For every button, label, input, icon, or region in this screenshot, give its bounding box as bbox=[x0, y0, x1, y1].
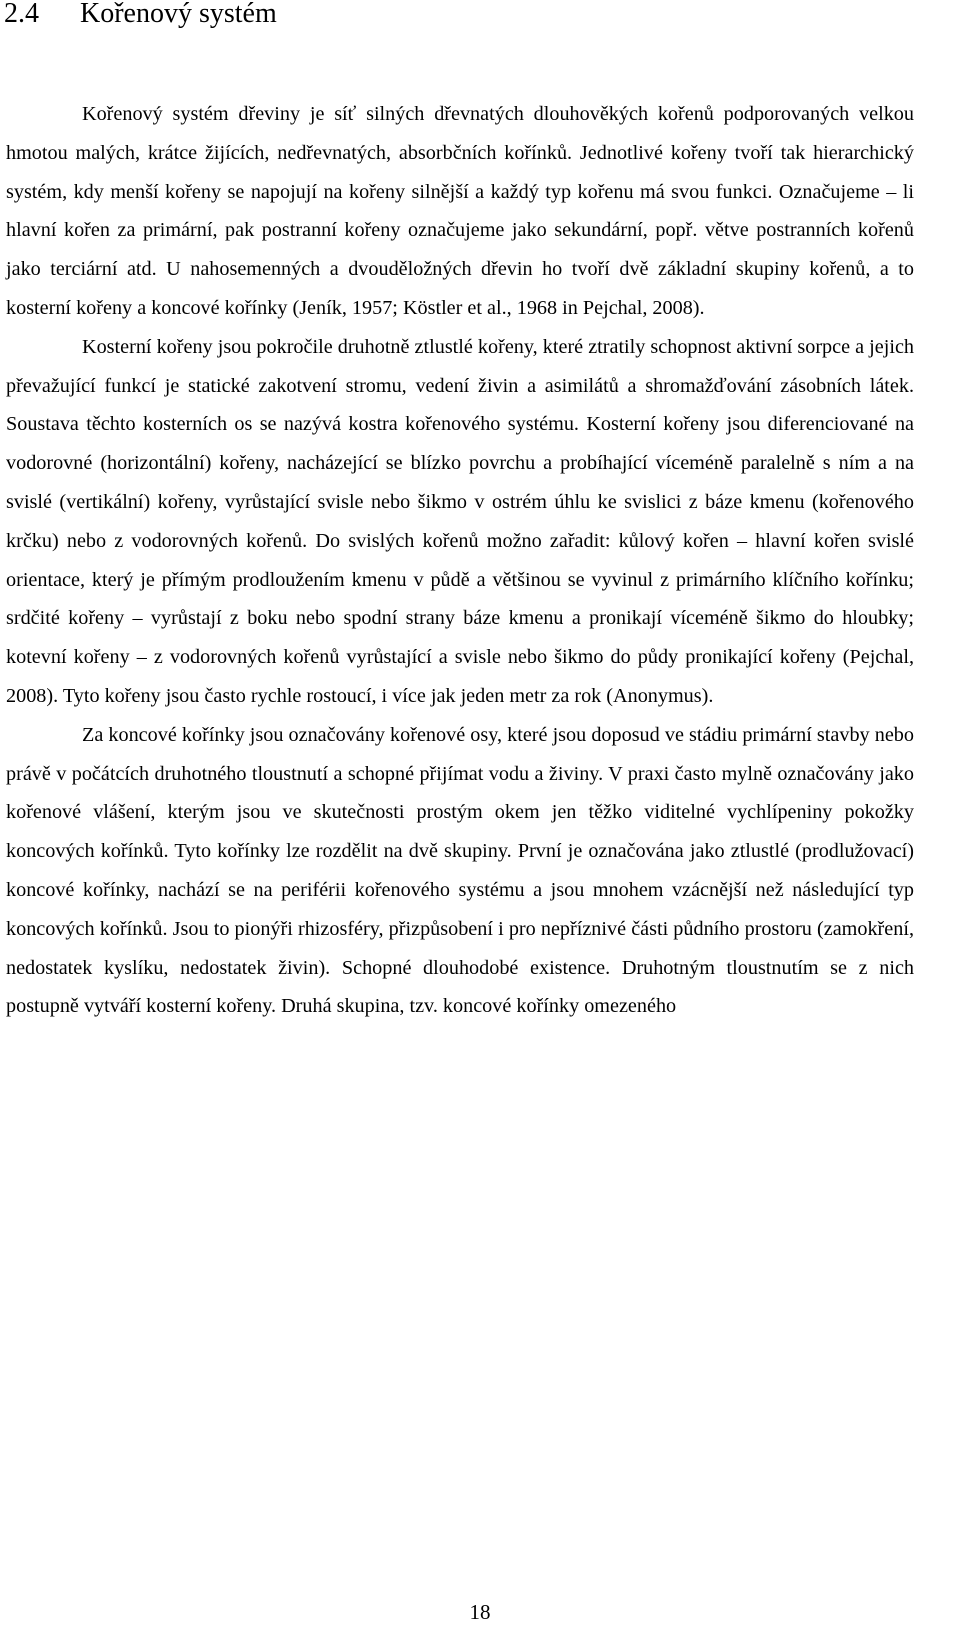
paragraph: Za koncové kořínky jsou označovány kořenové osy, které jsou doposud ve stádiu primární stavby nebo právě v počátcích druhotného tloustnutí a schopné přijímat vodu a živiny. V praxi často mylně označovány jako kořenové vlášení, kterým jsou ve skutečnosti prostým okem jen těžko viditelné vychlípeniny pokožky koncových kořínků. Tyto kořínky lze rozdělit na dvě skupiny. První je označována jako ztlustlé (prodlužovací) koncové kořínky, nachází se na periférii kořenového systému a jsou mnohem vzácnější než následující typ koncových kořínků. Jsou to pionýři rhizosféry, přizpůsobení i pro nepříznivé části půdního prostoru (zamokření, nedostatek kyslíku, nedostatek živin). Schopné dlouhodobé existence. Druhotným tloustnutím se z nich postupně vytváří kosterní kořeny. Druhá skupina, tzv. koncové kořínky omezeného bbox=[6, 723, 914, 1018]
body-text bbox=[6, 95, 914, 1026]
paragraph: Kosterní kořeny jsou pokročile druhotně ztlustlé kořeny, které ztratily schopnost aktivní sorpce a jejich převažující funkcí je statické zakotvení stromu, vedení živin a asimilátů a shromažďování zásobních látek. Soustava těchto kosterních os se nazývá kostra kořenového systému. Kosterní kořeny jsou diferenciované na vodorovné (horizontální) kořeny, nacházející se blízko povrchu a probíhající víceméně paralelně s ním a na svislé (vertikální) kořeny, vyrůstající svisle nebo šikmo v ostrém úhlu ke svislici z báze kmenu (kořenového krčku) nebo z vodorovných kořenů. Do svislých kořenů možno zařadit: kůlový kořen – hlavní kořen svislé orientace, který je přímým prodloužením kmenu v půdě a většinou se vyvinul z primárního klíčního kořínku; srdčité kořeny – vyrůstají z boku nebo spodní strany báze kmenu a pronikají víceméně šikmo do hloubky; kotevní kořeny – z vodorovných kořenů vyrůstající a svisle nebo šikmo do půdy pronikající kořeny (Pejchal, 2008). Tyto kořeny jsou často rychle rostoucí, i více jak jeden metr za rok (Anonymus). bbox=[6, 335, 914, 707]
paragraph: Kořenový systém dřeviny je síť silných dřevnatých dlouhověkých kořenů podporovaných velkou hmotou malých, krátce žijících, nedřevnatých, absorbčních kořínků. Jednotlivé kořeny tvoří tak hierarchický systém, kdy menší kořeny se napojují na kořeny silnější a každý typ kořenu má svou funkci. Označujeme – li hlavní kořen za primární, pak postranní kořeny označujeme jako sekundární, popř. větve postranních kořenů jako terciární atd. U nahosemenných a dvouděložných dřevin ho tvoří dvě základní skupiny kořenů, a to kosterní kořeny a koncové kořínky (Jeník, 1957; Köstler et al., 1968 in Pejchal, 2008). bbox=[6, 103, 914, 319]
section-title: Kořenový systém bbox=[80, 0, 277, 29]
section-number: 2.4 bbox=[4, 0, 39, 29]
page-number: 18 bbox=[469, 1600, 491, 1624]
section-heading bbox=[4, 0, 277, 34]
